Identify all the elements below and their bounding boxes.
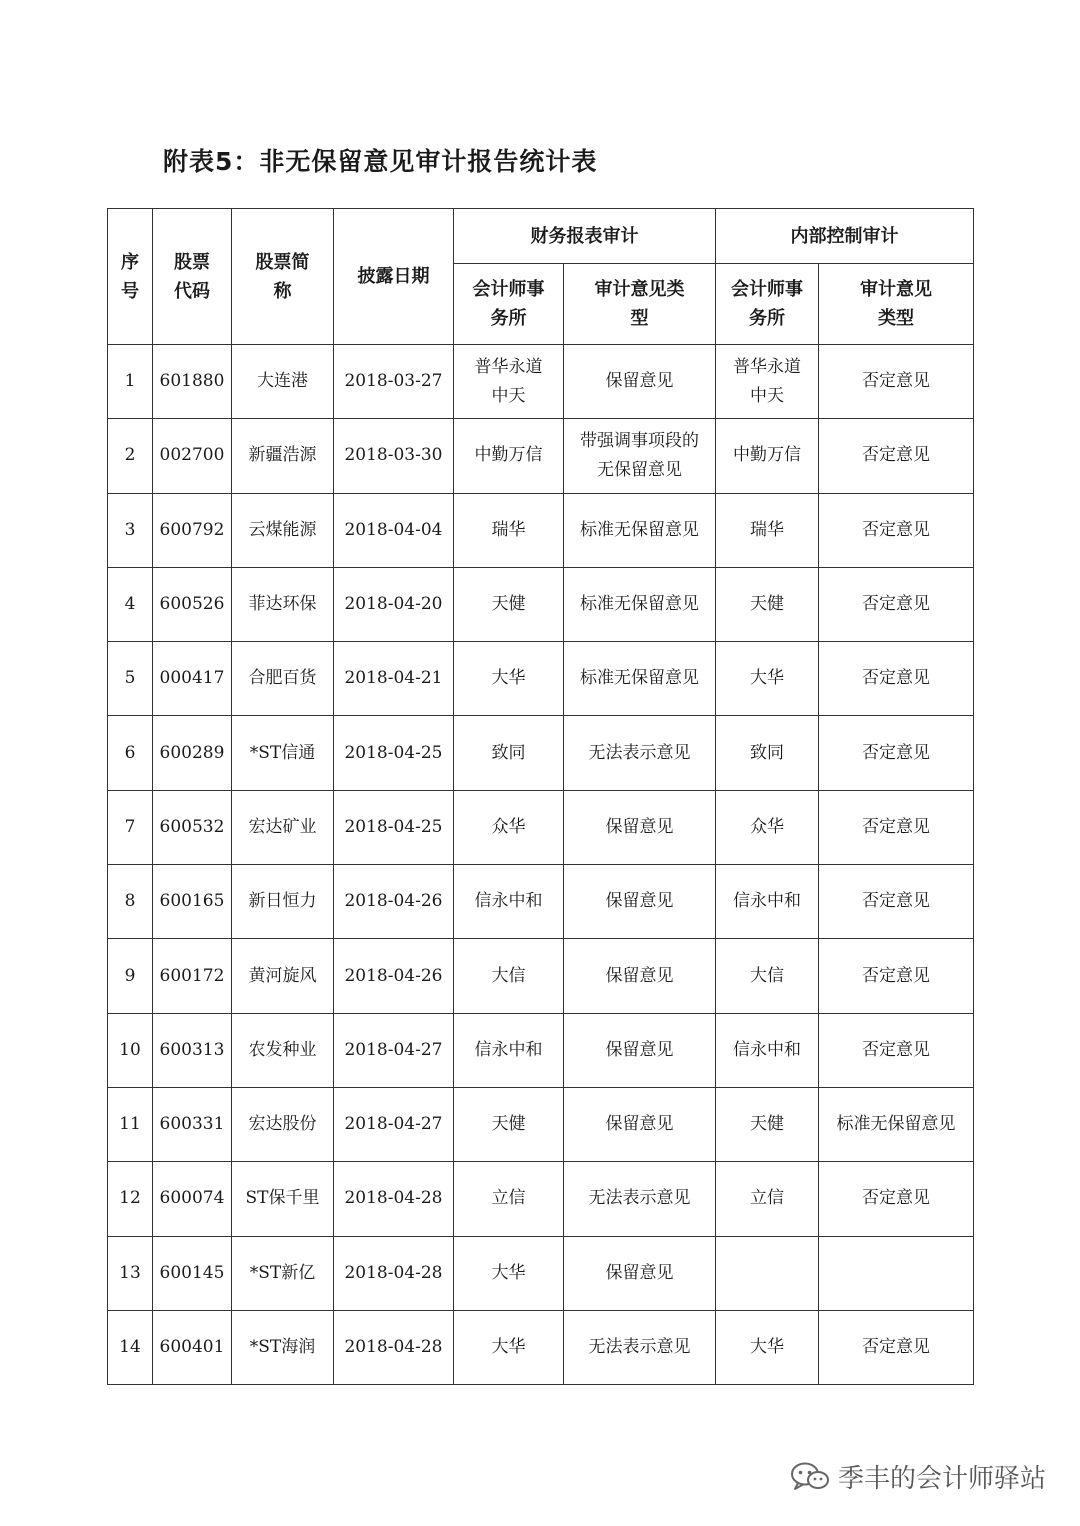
cell-ic-firm: 致同	[716, 716, 819, 790]
cell-fin-firm: 立信	[454, 1162, 564, 1236]
table-row	[108, 865, 974, 939]
cell-ic-opinion: 否定意见	[819, 716, 974, 790]
cell-ic-firm: 天健	[716, 1087, 819, 1161]
cell-code: 002700	[153, 419, 232, 493]
cell-name: *ST新亿	[232, 1236, 334, 1310]
cell-code: 600331	[153, 1087, 232, 1161]
audit-report-table	[107, 208, 974, 1385]
cell-date: 2018-04-20	[334, 567, 454, 641]
cell-date: 2018-04-21	[334, 642, 454, 716]
cell-date: 2018-03-27	[334, 345, 454, 419]
cell-name: 宏达股份	[232, 1087, 334, 1161]
cell-code: 600172	[153, 939, 232, 1013]
cell-seq: 10	[108, 1013, 153, 1087]
header-fin-firm: 会计师事务所	[454, 264, 564, 345]
cell-ic-opinion: 否定意见	[819, 790, 974, 864]
cell-fin-firm: 大华	[454, 1310, 564, 1384]
table-row	[108, 1013, 974, 1087]
cell-ic-opinion	[819, 1236, 974, 1310]
table-row	[108, 345, 974, 419]
cell-fin-firm: 信永中和	[454, 865, 564, 939]
header-ic-firm: 会计师事务所	[716, 264, 819, 345]
cell-date: 2018-04-28	[334, 1236, 454, 1310]
cell-name: 大连港	[232, 345, 334, 419]
header-code: 股票代码	[153, 209, 232, 345]
table-row	[108, 642, 974, 716]
cell-code: 600145	[153, 1236, 232, 1310]
cell-fin-opinion: 无法表示意见	[564, 716, 716, 790]
cell-name: 合肥百货	[232, 642, 334, 716]
cell-seq: 9	[108, 939, 153, 1013]
cell-fin-firm: 普华永道中天	[454, 345, 564, 419]
cell-fin-opinion: 标准无保留意见	[564, 642, 716, 716]
table-row	[108, 716, 974, 790]
cell-ic-opinion: 否定意见	[819, 1013, 974, 1087]
cell-fin-firm: 众华	[454, 790, 564, 864]
cell-code: 000417	[153, 642, 232, 716]
cell-name: 菲达环保	[232, 567, 334, 641]
cell-date: 2018-03-30	[334, 419, 454, 493]
cell-date: 2018-04-27	[334, 1087, 454, 1161]
cell-ic-opinion: 否定意见	[819, 1162, 974, 1236]
cell-date: 2018-04-25	[334, 716, 454, 790]
cell-ic-firm: 天健	[716, 567, 819, 641]
cell-ic-opinion: 否定意见	[819, 1310, 974, 1384]
cell-name: 新日恒力	[232, 865, 334, 939]
cell-ic-firm: 瑞华	[716, 493, 819, 567]
table-row	[108, 1087, 974, 1161]
cell-name: 云煤能源	[232, 493, 334, 567]
cell-name: 农发种业	[232, 1013, 334, 1087]
cell-ic-opinion: 否定意见	[819, 345, 974, 419]
cell-fin-opinion: 保留意见	[564, 790, 716, 864]
cell-ic-opinion: 否定意见	[819, 642, 974, 716]
cell-ic-firm: 大华	[716, 1310, 819, 1384]
cell-ic-firm: 大信	[716, 939, 819, 1013]
header-seq: 序号	[108, 209, 153, 345]
cell-date: 2018-04-28	[334, 1310, 454, 1384]
cell-date: 2018-04-26	[334, 939, 454, 1013]
table-row	[108, 1310, 974, 1384]
cell-name: 宏达矿业	[232, 790, 334, 864]
cell-fin-opinion: 无法表示意见	[564, 1162, 716, 1236]
cell-ic-firm: 中勤万信	[716, 419, 819, 493]
cell-fin-opinion: 保留意见	[564, 345, 716, 419]
cell-name: *ST信通	[232, 716, 334, 790]
cell-seq: 7	[108, 790, 153, 864]
cell-seq: 12	[108, 1162, 153, 1236]
cell-fin-firm: 天健	[454, 567, 564, 641]
cell-code: 600074	[153, 1162, 232, 1236]
cell-ic-firm: 信永中和	[716, 1013, 819, 1087]
cell-fin-opinion: 标准无保留意见	[564, 493, 716, 567]
cell-seq: 14	[108, 1310, 153, 1384]
table-title: 附表5：非无保留意见审计报告统计表	[163, 147, 598, 176]
cell-fin-opinion: 保留意见	[564, 1013, 716, 1087]
cell-code: 600532	[153, 790, 232, 864]
table-row	[108, 493, 974, 567]
cell-fin-firm: 大信	[454, 939, 564, 1013]
cell-seq: 5	[108, 642, 153, 716]
table-body	[108, 345, 974, 1385]
cell-seq: 6	[108, 716, 153, 790]
cell-fin-firm: 瑞华	[454, 493, 564, 567]
header-name: 股票简称	[232, 209, 334, 345]
cell-ic-opinion: 否定意见	[819, 939, 974, 1013]
watermark	[790, 1458, 1046, 1495]
cell-code: 600401	[153, 1310, 232, 1384]
cell-code: 600526	[153, 567, 232, 641]
cell-ic-firm: 立信	[716, 1162, 819, 1236]
table-row	[108, 567, 974, 641]
cell-ic-firm: 大华	[716, 642, 819, 716]
header-date: 披露日期	[334, 209, 454, 345]
cell-seq: 11	[108, 1087, 153, 1161]
cell-code: 601880	[153, 345, 232, 419]
cell-code: 600792	[153, 493, 232, 567]
cell-name: 新疆浩源	[232, 419, 334, 493]
cell-fin-opinion: 保留意见	[564, 1087, 716, 1161]
watermark-text: 季丰的会计师驿站	[837, 1464, 1046, 1494]
table-row	[108, 419, 974, 493]
cell-fin-opinion: 保留意见	[564, 865, 716, 939]
cell-date: 2018-04-26	[334, 865, 454, 939]
table-row	[108, 790, 974, 864]
cell-ic-firm	[716, 1236, 819, 1310]
cell-fin-opinion: 无法表示意见	[564, 1310, 716, 1384]
cell-seq: 8	[108, 865, 153, 939]
cell-fin-firm: 大华	[454, 642, 564, 716]
cell-date: 2018-04-28	[334, 1162, 454, 1236]
cell-name: ST保千里	[232, 1162, 334, 1236]
cell-seq: 4	[108, 567, 153, 641]
cell-date: 2018-04-04	[334, 493, 454, 567]
header-fin-opinion: 审计意见类型	[564, 264, 716, 345]
cell-fin-opinion: 标准无保留意见	[564, 567, 716, 641]
cell-seq: 2	[108, 419, 153, 493]
cell-seq: 13	[108, 1236, 153, 1310]
cell-seq: 1	[108, 345, 153, 419]
cell-ic-firm: 信永中和	[716, 865, 819, 939]
table-row	[108, 939, 974, 1013]
header-internal-control-audit: 内部控制审计	[716, 209, 974, 264]
wechat-icon	[790, 1461, 830, 1493]
cell-fin-firm: 天健	[454, 1087, 564, 1161]
cell-ic-opinion: 否定意见	[819, 419, 974, 493]
cell-ic-opinion: 否定意见	[819, 865, 974, 939]
cell-fin-opinion: 带强调事项段的无保留意见	[564, 419, 716, 493]
cell-ic-firm: 众华	[716, 790, 819, 864]
table-row	[108, 1162, 974, 1236]
cell-code: 600165	[153, 865, 232, 939]
header-financial-audit: 财务报表审计	[454, 209, 716, 264]
cell-fin-firm: 中勤万信	[454, 419, 564, 493]
cell-fin-firm: 大华	[454, 1236, 564, 1310]
cell-date: 2018-04-27	[334, 1013, 454, 1087]
cell-fin-opinion: 保留意见	[564, 1236, 716, 1310]
cell-ic-opinion: 否定意见	[819, 493, 974, 567]
cell-name: *ST海润	[232, 1310, 334, 1384]
cell-seq: 3	[108, 493, 153, 567]
cell-ic-firm: 普华永道中天	[716, 345, 819, 419]
cell-code: 600289	[153, 716, 232, 790]
cell-ic-opinion: 标准无保留意见	[819, 1087, 974, 1161]
cell-fin-firm: 致同	[454, 716, 564, 790]
cell-code: 600313	[153, 1013, 232, 1087]
cell-date: 2018-04-25	[334, 790, 454, 864]
header-ic-opinion: 审计意见类型	[819, 264, 974, 345]
cell-fin-firm: 信永中和	[454, 1013, 564, 1087]
cell-name: 黄河旋风	[232, 939, 334, 1013]
table-row	[108, 1236, 974, 1310]
cell-fin-opinion: 保留意见	[564, 939, 716, 1013]
cell-ic-opinion: 否定意见	[819, 567, 974, 641]
